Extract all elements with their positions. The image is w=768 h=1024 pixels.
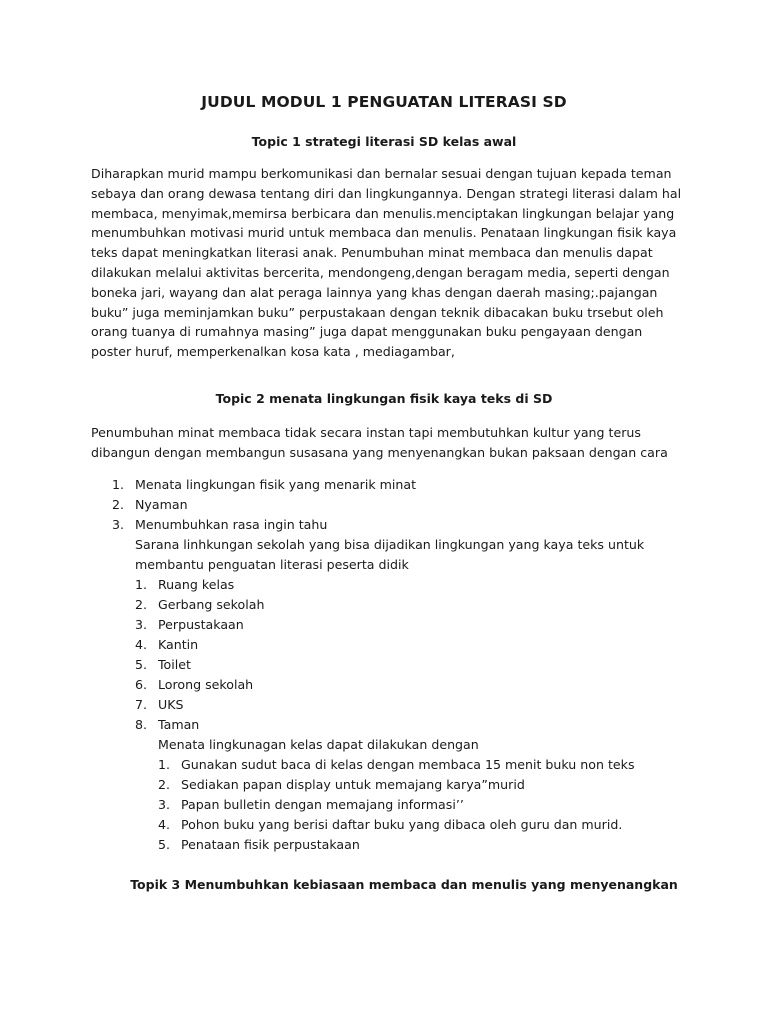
list-text: UKS	[158, 697, 184, 712]
topic1-heading: Topic 1 strategi literasi SD kelas awal	[251, 134, 517, 149]
list-text: Lorong sekolah	[158, 677, 254, 692]
topic2-paragraph: Penumbuhan minat membaca tidak secara instan tapi membutuhkan kultur yang terus dibangun dengan membangun susasana yang menyenangkan bukan paksaan dengan cara	[91, 425, 668, 460]
places-list	[135, 575, 265, 735]
list-number: 4.	[158, 817, 171, 832]
approach-list	[112, 475, 417, 535]
list-item	[158, 815, 635, 835]
list-number: 5.	[135, 657, 148, 672]
list-number: 2.	[135, 597, 148, 612]
list-item	[112, 515, 416, 535]
list-number: 5.	[158, 837, 171, 852]
list-text: Gunakan sudut baca di kelas dengan membaca 15 menit buku non teks	[181, 757, 635, 772]
list-number: 3.	[158, 797, 171, 812]
list-number: 6.	[135, 677, 148, 692]
list-item	[112, 495, 416, 515]
document-title: JUDUL MODUL 1 PENGUATAN LITERASI SD	[201, 93, 567, 111]
list-number: 4.	[135, 637, 148, 652]
list-text: Gerbang sekolah	[158, 597, 265, 612]
list-item	[135, 615, 264, 635]
list-item	[158, 795, 635, 815]
list-text: Menumbuhkan rasa ingin tahu	[135, 517, 328, 532]
school-facilities-note: Sarana linhkungan sekolah yang bisa dijadikan lingkungan yang kaya teks untuk membantu penguatan literasi peserta didik	[135, 537, 645, 572]
list-text: Papan bulletin dengan memajang informasi’’	[181, 797, 464, 812]
list-text: Perpustakaan	[158, 617, 244, 632]
list-text: Ruang kelas	[158, 577, 235, 592]
list-text: Taman	[158, 717, 200, 732]
list-item	[135, 695, 264, 715]
list-text: Toilet	[158, 657, 191, 672]
list-number: 3.	[135, 617, 148, 632]
list-number: 3.	[112, 517, 125, 532]
list-item	[158, 775, 635, 795]
list-item	[135, 595, 265, 615]
topic2-heading: Topic 2 menata lingkungan fisik kaya teks di SD	[215, 391, 553, 406]
list-number: 2.	[112, 497, 125, 512]
list-number: 2.	[158, 777, 171, 792]
topic3-heading: Topik 3 Menumbuhkan kebiasaan membaca dan menulis yang menyenangkan	[130, 877, 678, 892]
list-item	[135, 675, 264, 695]
topic1-paragraph: Diharapkan murid mampu berkomunikasi dan bernalar sesuai dengan tujuan kepada teman sebaya dan orang dewasa tentang diri dan lingkungannya. Dengan strategi literasi dalam hal membaca, menyimak,memirsa berbicara dan menulis.menciptakan lingkungan belajar yang menumbuhkan motivasi murid untuk membaca dan menulis. Penataan lingkungan fisik kaya teks dapat meningkatkan literasi anak. Penumbuhan minat membaca dan menulis dapat dilakukan melalui aktivitas bercerita, mendongeng,dengan beragam media, seperti dengan boneka jari, wayang dan alat peraga lainnya yang khas dengan daerah masing;.pajangan buku” juga meminjamkan buku” perpustakaan dengan teknik dibacakan buku trsebut oleh orang tuanya di rumahnya masing” juga dapat menggunakan buku pengayaan dengan poster huruf, memperkenalkan kosa kata , mediagambar,	[91, 166, 682, 360]
list-text: Penataan fisik perpustakaan	[181, 837, 360, 852]
class-arrangement-note: Menata lingkunagan kelas dapat dilakukan dengan	[158, 737, 479, 752]
list-item	[135, 655, 264, 675]
list-number: 1.	[112, 477, 125, 492]
list-number: 1.	[135, 577, 148, 592]
list-item	[135, 715, 264, 735]
class-arrangement-list	[158, 755, 635, 855]
list-number: 7.	[135, 697, 148, 712]
list-text: Menata lingkungan fisik yang menarik minat	[135, 477, 417, 492]
list-item	[158, 835, 635, 855]
list-number: 1.	[158, 757, 171, 772]
list-text: Sediakan papan display untuk memajang karya”murid	[181, 777, 525, 792]
list-text: Kantin	[158, 637, 199, 652]
list-text: Pohon buku yang berisi daftar buku yang dibaca oleh guru dan murid.	[181, 817, 623, 832]
list-number: 8.	[135, 717, 148, 732]
list-item	[112, 475, 417, 495]
list-item	[135, 575, 264, 595]
list-item	[158, 755, 635, 775]
list-item	[135, 635, 264, 655]
list-text: Nyaman	[135, 497, 188, 512]
